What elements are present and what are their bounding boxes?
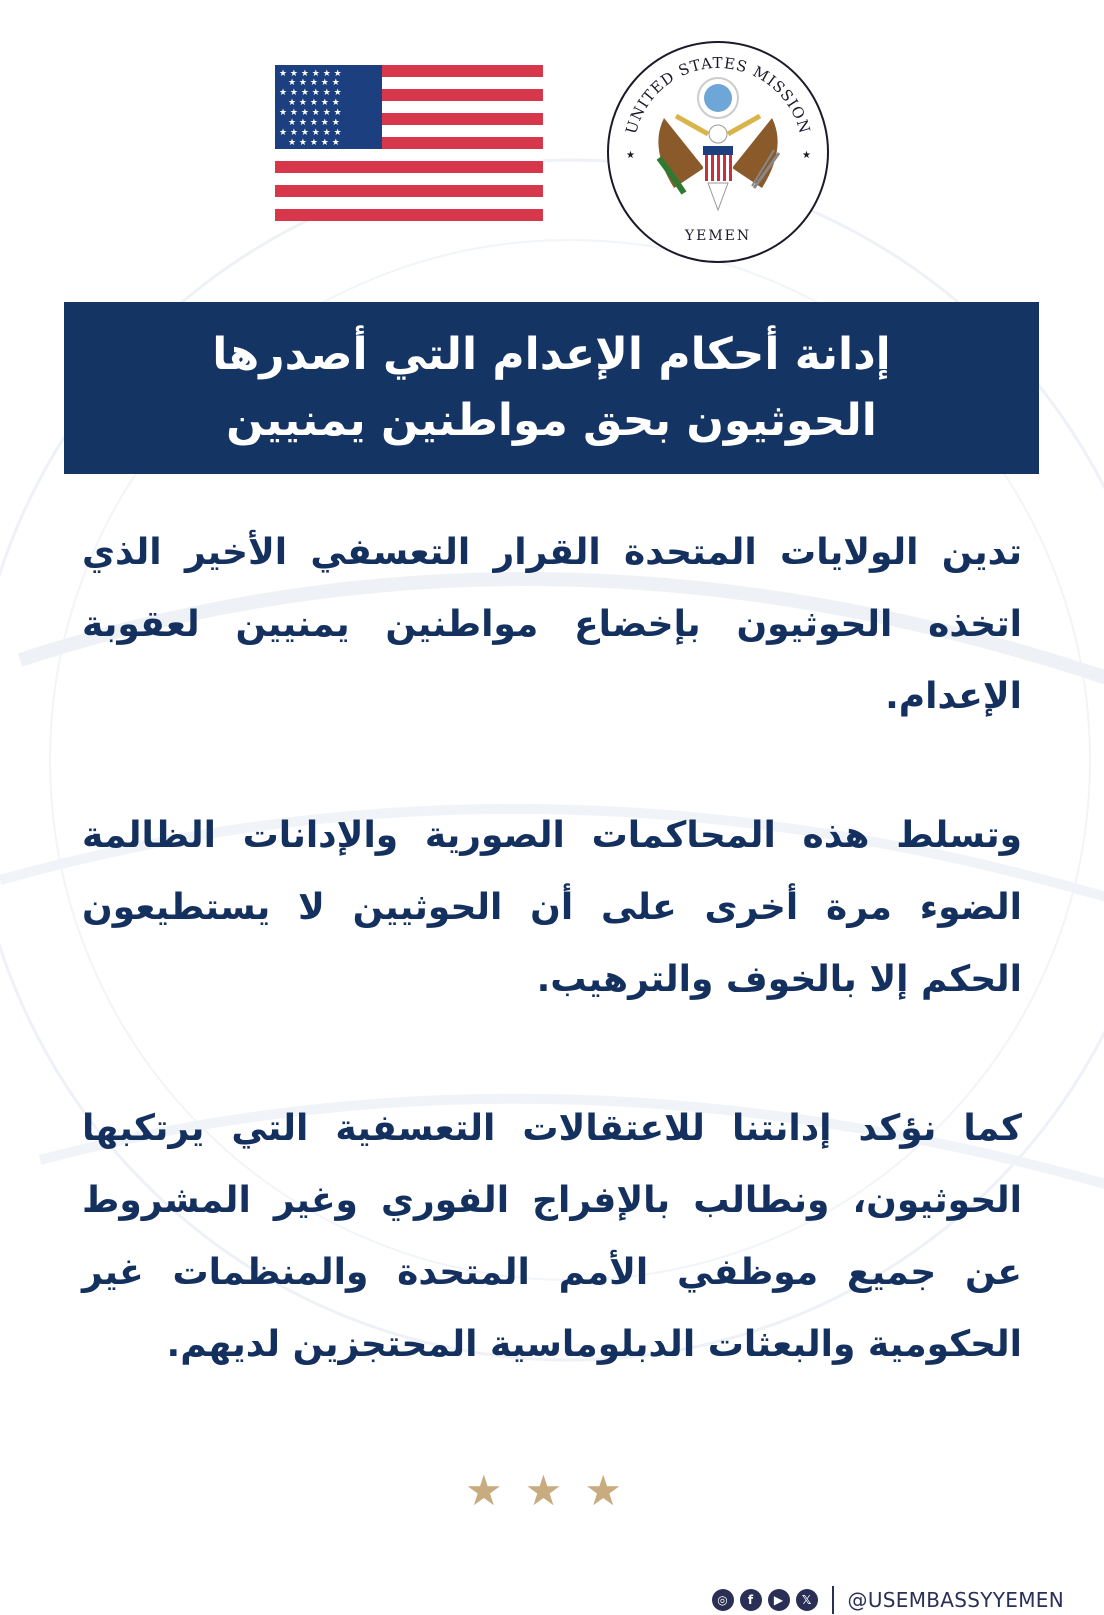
star-icon: ★ [465, 1466, 503, 1515]
paragraph-sham-trials: وتسلط هذه المحاكمات الصورية والإدانات الظالمة الضوء مرة أخرى على أن الحوثيين لا يستطيعون الحكم إلا بالخوف والترهيب. [82, 815, 1022, 1000]
svg-text:★ ★ ★ ★ ★ ★: ★ ★ ★ ★ ★ ★ [279, 128, 342, 138]
svg-text:★ ★ ★ ★ ★ ★: ★ ★ ★ ★ ★ ★ [279, 69, 342, 79]
svg-text:★ ★ ★ ★ ★: ★ ★ ★ ★ ★ [288, 138, 340, 148]
svg-text:★ ★ ★ ★ ★: ★ ★ ★ ★ ★ [288, 118, 340, 128]
page-title [212, 322, 890, 454]
instagram-icon[interactable]: ◎ [712, 1589, 734, 1611]
footer-divider [832, 1586, 834, 1614]
youtube-icon[interactable]: ▶ [768, 1589, 790, 1611]
svg-text:★ ★ ★ ★ ★: ★ ★ ★ ★ ★ [288, 78, 340, 88]
social-footer [712, 1585, 1064, 1615]
us-mission-seal-icon [604, 38, 832, 266]
svg-text:YEMEN: YEMEN [684, 228, 752, 244]
paragraph-condemnation: تدين الولايات المتحدة القرار التعسفي الأخير الذي اتخذه الحوثيون بإخضاع مواطنين يمنيين لعقوبة الإعدام. [82, 532, 1022, 717]
svg-text:★: ★ [802, 150, 811, 161]
svg-text:★ ★ ★ ★ ★ ★: ★ ★ ★ ★ ★ ★ [279, 88, 342, 98]
decorative-stars [465, 1466, 622, 1515]
star-icon: ★ [584, 1466, 622, 1515]
svg-text:★: ★ [626, 150, 635, 161]
star-icon: ★ [524, 1466, 563, 1515]
us-flag-icon [275, 65, 543, 221]
svg-text:★ ★ ★ ★ ★: ★ ★ ★ ★ ★ [288, 98, 340, 108]
x-icon[interactable]: 𝕏 [796, 1589, 818, 1611]
social-handle[interactable]: @USEMBASSYYEMEN [847, 1588, 1064, 1612]
facebook-icon[interactable]: f [740, 1589, 762, 1611]
title-line-2: الحوثيون بحق مواطنين يمنيين [226, 395, 877, 446]
title-line-1: إدانة أحكام الإعدام التي أصدرها [212, 329, 891, 380]
title-banner [64, 302, 1039, 474]
svg-text:★ ★ ★ ★ ★ ★: ★ ★ ★ ★ ★ ★ [279, 108, 342, 118]
paragraph-release-demand: كما نؤكد إدانتنا للاعتقالات التعسفية التي يرتكبها الحوثيون، ونطالب بالإفراج الفوري وغير المشروط عن جميع موظفي الأمم المتحدة والمنظمات غير الحكومية والبعثات الدبلوماسية المحتجزين لديهم. [82, 1108, 1022, 1365]
svg-text:UNITED STATES MISSION: UNITED STATES MISSION [622, 54, 814, 137]
